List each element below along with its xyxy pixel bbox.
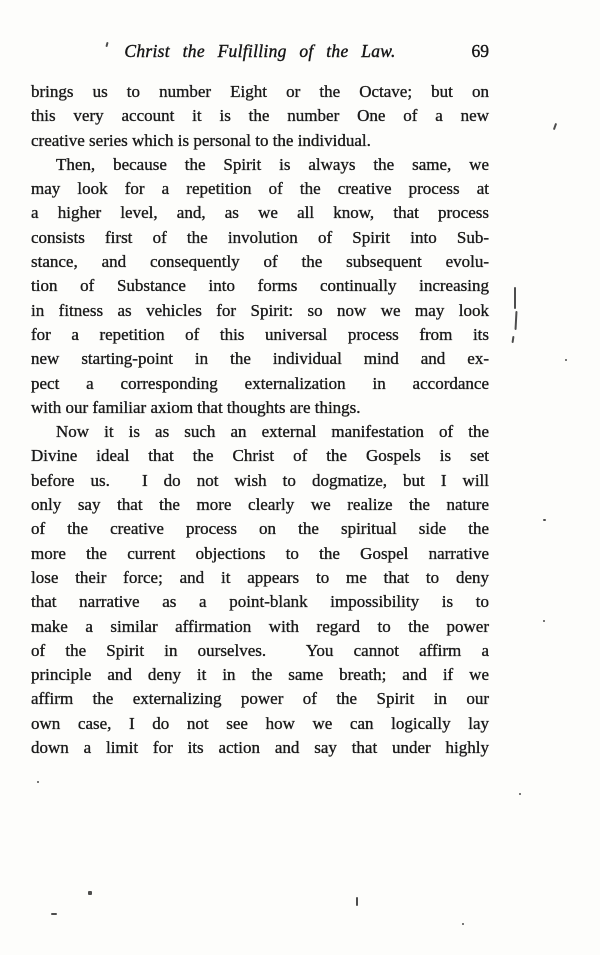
scan-speck <box>512 336 515 343</box>
text-line: principle and deny it in the same breath; and if we <box>31 665 489 685</box>
scan-speck <box>514 287 516 309</box>
scan-speck <box>88 891 92 895</box>
scan-speck <box>565 359 567 361</box>
text-line: creative series which is personal to the individual. <box>31 130 371 150</box>
text-line: before us. I do not wish to dogmatize, but I will <box>31 470 489 490</box>
text-line: lose their force; and it appears to me that to deny <box>31 567 489 587</box>
page-number: 69 <box>471 41 489 61</box>
text-line: a higher level, and, as we all know, that process <box>31 203 489 223</box>
text-line: brings us to number Eight or the Octave; but on <box>31 82 489 101</box>
text-line: own case, I do not see how we can logically lay <box>31 713 489 733</box>
text-line: of the Spirit in ourselves. You cannot affirm a <box>31 640 489 660</box>
text-line: Divine ideal that the Christ of the Gospels is set <box>31 446 489 466</box>
scan-speck <box>515 311 518 330</box>
text-line: stance, and consequently of the subsequent evolu- <box>31 252 489 272</box>
scan-speck <box>543 620 545 622</box>
running-header <box>31 41 489 69</box>
text-line: for a repetition of this universal process from its <box>31 324 489 344</box>
text-line: pect a corresponding externalization in accordance <box>31 373 489 393</box>
text-line: Then, because the Spirit is always the same, we <box>56 154 489 174</box>
scan-speck <box>356 897 358 906</box>
body-text <box>31 80 489 760</box>
text-line: new starting-point in the individual mind and ex- <box>31 349 489 369</box>
scan-speck <box>519 793 521 795</box>
text-line: tion of Substance into forms continually increasing <box>31 276 489 296</box>
text-line: in fitness as vehicles for Spirit: so now we may look <box>31 300 489 320</box>
text-line: that narrative as a point-blank impossibility is to <box>31 592 489 612</box>
text-line: more the current objections to the Gospel narrative <box>31 543 489 563</box>
scan-speck <box>553 123 557 130</box>
scan-speck <box>462 923 464 925</box>
text-line: with our familiar axiom that thoughts are things. <box>31 397 361 417</box>
text-line: down a limit for its action and say that under highly <box>31 738 489 758</box>
text-line: consists first of the involution of Spirit into Sub- <box>31 227 489 247</box>
chapter-title: Christ the Fulfilling of the Law. <box>124 41 396 61</box>
scan-speck <box>37 781 39 783</box>
text-line: of the creative process on the spiritual side the <box>31 519 489 539</box>
text-line: may look for a repetition of the creative process at <box>31 179 489 199</box>
text-line: Now it is as such an external manifestation of the <box>56 422 489 442</box>
scan-speck <box>51 913 57 915</box>
text-line: only say that the more clearly we realize the nature <box>31 495 489 515</box>
text-line: affirm the externalizing power of the Spirit in our <box>31 689 489 709</box>
scan-speck <box>543 519 546 521</box>
text-line: this very account it is the number One of a new <box>31 106 489 126</box>
text-line: make a similar affirmation with regard to the power <box>31 616 489 636</box>
